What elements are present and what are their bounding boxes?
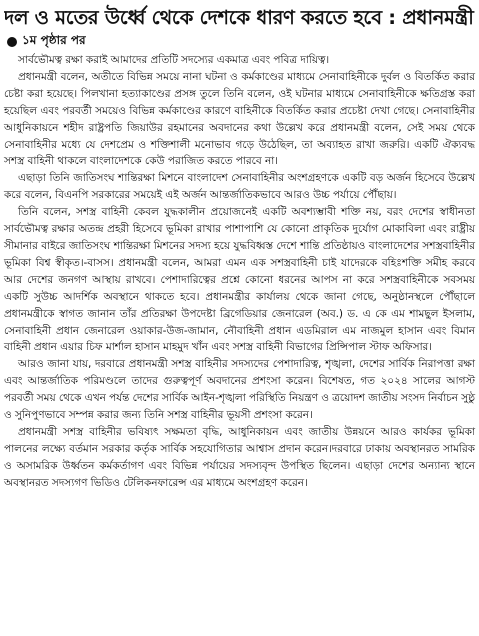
paragraph: আরও জানা যায়, দরবারে প্রধানমন্ত্রী সশস্ত্র বাহিনীর সদস্যদের পেশাদারিত্ব, শৃঙ্খলা, দেশের সার্বিক নিরাপত্তা রক্ষা এবং আন্তর্জাতিক পরিমণ্ডলে তাদের গুরুত্বপূর্ণ অবদানের প্রশংসা করেন। বিশেষত, গত ২০২৪ সালের আগস্ট পরবর্তী সময় থেকে এখন পর্যন্ত দেশের সার্বিক আইন-শৃঙ্খলা পরিস্থিতি নিয়ন্ত্রণ ও ত্রয়োদশ জাতীয় সংসদ নির্বাচন সুষ্ঠু ও সুনিপুণভাবে সম্পন্ন করার জন্য তিনি সশস্ত্র বাহিনীর ভূয়সী প্রশংসা করেন। bbox=[4, 358, 475, 422]
paragraph: তিনি বলেন, সশস্ত্র বাহিনী কেবল যুদ্ধকালীন প্রয়োজনেই একটি অবশ্যম্ভাবী শক্তি নয়, বরং দেশের স্বাধীনতা সার্বভৌমত্ব রক্ষার অতন্দ্র প্রহরী হিসেবে ভূমিকা রাখার পাশাপাশি যে কোনো প্রাকৃতিক দুর্যোগ মোকাবিলা এবং রাষ্ট্রীয় সীমানার বাইরে জাতিসংঘ শান্তিরক্ষা মিশনের সদস্য হয়ে যুদ্ধবিধ্বস্ত দেশে শান্তি প্রতিষ্ঠায়ও বাংলাদেশের সশস্ত্রবাহিনীর ভূমিকা বিশ্ব স্বীকৃত।-বাসস। প্রধানমন্ত্রী বলেন, আমরা এমন এক সশস্ত্রবাহিনী চাই যাদেরকে বহিঃশক্তি সমীহ করবে আর দেশের জনগণ আস্থায় রাখবে। পেশাদারিত্বের প্রশ্নে কোনো ধরনের আপস না করে সশস্ত্রবাহিনীকে সবসময় একটি সুউচ্চ আদর্শিক অবস্থানে থাকতে হবে। প্রধানমন্ত্রীর কার্যালয় থেকে জানা গেছে, অনুষ্ঠানস্থলে পৌঁছালে প্রধানমন্ত্রীকে স্বাগত জানান তাঁর প্রতিরক্ষা উপদেষ্টা ব্রিগেডিয়ার জেনারেল (অব.) ড. এ কে এম শামছুল ইসলাম, সেনাবাহিনী প্রধান জেনারেল ওয়াকার-উজ-জামান, নৌবাহিনী প্রধান এডমিরাল এম নাজমুল হাসান এবং বিমান বাহিনী প্রধান এয়ার চিফ মার্শাল হাসান মাহমুদ খাঁন এবং সশস্ত্র বাহিনী বিভাগের প্রিন্সিপাল স্টাফ অফিসার। bbox=[4, 206, 475, 354]
continued-label: ১ম পৃষ্ঠার পর bbox=[22, 33, 86, 47]
paragraph: প্রধানমন্ত্রী সশস্ত্র বাহিনীর ভবিষ্যৎ সক্ষমতা বৃদ্ধি, আধুনিকায়ন এবং জাতীয় উন্নয়নে আরও কার্যকর ভূমিকা পালনের লক্ষ্যে বর্তমান সরকার কর্তৃক সার্বিক সহযোগিতার আশ্বাস প্রদান করেন।দরবারে ঢাকায় অবস্থানরত সামরিক ও অসামরিক উর্ধ্বতন কর্মকর্তাগণ এবং বিভিন্ন পর্যায়ের সদস্যবৃন্দ উপস্থিত ছিলেন। এছাড়া দেশের অন্যান্য স্থানে অবস্থানরত সদস্যগণ ভিডিও টেলিকনফারেন্স এর মাধ্যমে অংশগ্রহণ করেন। bbox=[4, 425, 475, 489]
bullet-icon bbox=[7, 37, 17, 47]
article-body bbox=[4, 52, 475, 492]
headline: দল ও মতের উর্ধ্বে থেকে দেশকে ধারণ করতে হবে : প্রধানমন্ত্রী bbox=[4, 6, 474, 29]
continued-from-line bbox=[4, 33, 475, 51]
paragraph: প্রধানমন্ত্রী বলেন, অতীতে বিভিন্ন সময়ে নানা ঘটনা ও কর্মকাণ্ডের মাধ্যমে সেনাবাহিনীকে দুর্বল ও বিতর্কিত করার চেষ্টা করা হয়েছে। পিলখানা হত্যাকাণ্ডের প্রসঙ্গ তুলে তিনি বলেন, ওই ঘটনার মাধ্যমে সেনাবাহিনীকে ক্ষতিগ্রস্ত করা হয়েছিল এবং পরবর্তী সময়েও বিভিন্ন কর্মকাণ্ডের কারণে বাহিনীকে বিতর্কিত করার প্রচেষ্টা দেখা গেছে। সেনাবাহিনীর আধুনিকায়নে শহীদ রাষ্ট্রপতি জিয়াউর রহমানের অবদানের কথা উল্লেখ করে প্রধানমন্ত্রী বলেন, সেই সময় থেকে সেনাবাহিনীর মধ্যে যে দেশপ্রেম ও শক্তিশালী মনোভাব গড়ে উঠেছিল, তা অব্যাহত রাখা জরুরি। একটি ঐক্যবদ্ধ সশস্ত্র বাহিনী থাকলে বাংলাদেশকে কেউ পরাজিত করতে পারবে না। bbox=[4, 70, 475, 168]
paragraph: সার্বভৌমত্ব রক্ষা করাই আমাদের প্রতিটি সদস্যের একমাত্র এবং পবিত্র দায়িত্ব। bbox=[18, 54, 330, 66]
paragraph: এছাড়া তিনি জাতিসংঘ শান্তিরক্ষা মিশনে বাংলাদেশ সেনাবাহিনীর অংশগ্রহণকে একটি বড় অর্জন হিসেবে উল্লেখ করে বলেন, বিএনপি সরকারের সময়েই এই অর্জন আন্তর্জাতিকভাবে আরও উচ্চ পর্যায়ে পৌঁছায়। bbox=[4, 172, 475, 202]
